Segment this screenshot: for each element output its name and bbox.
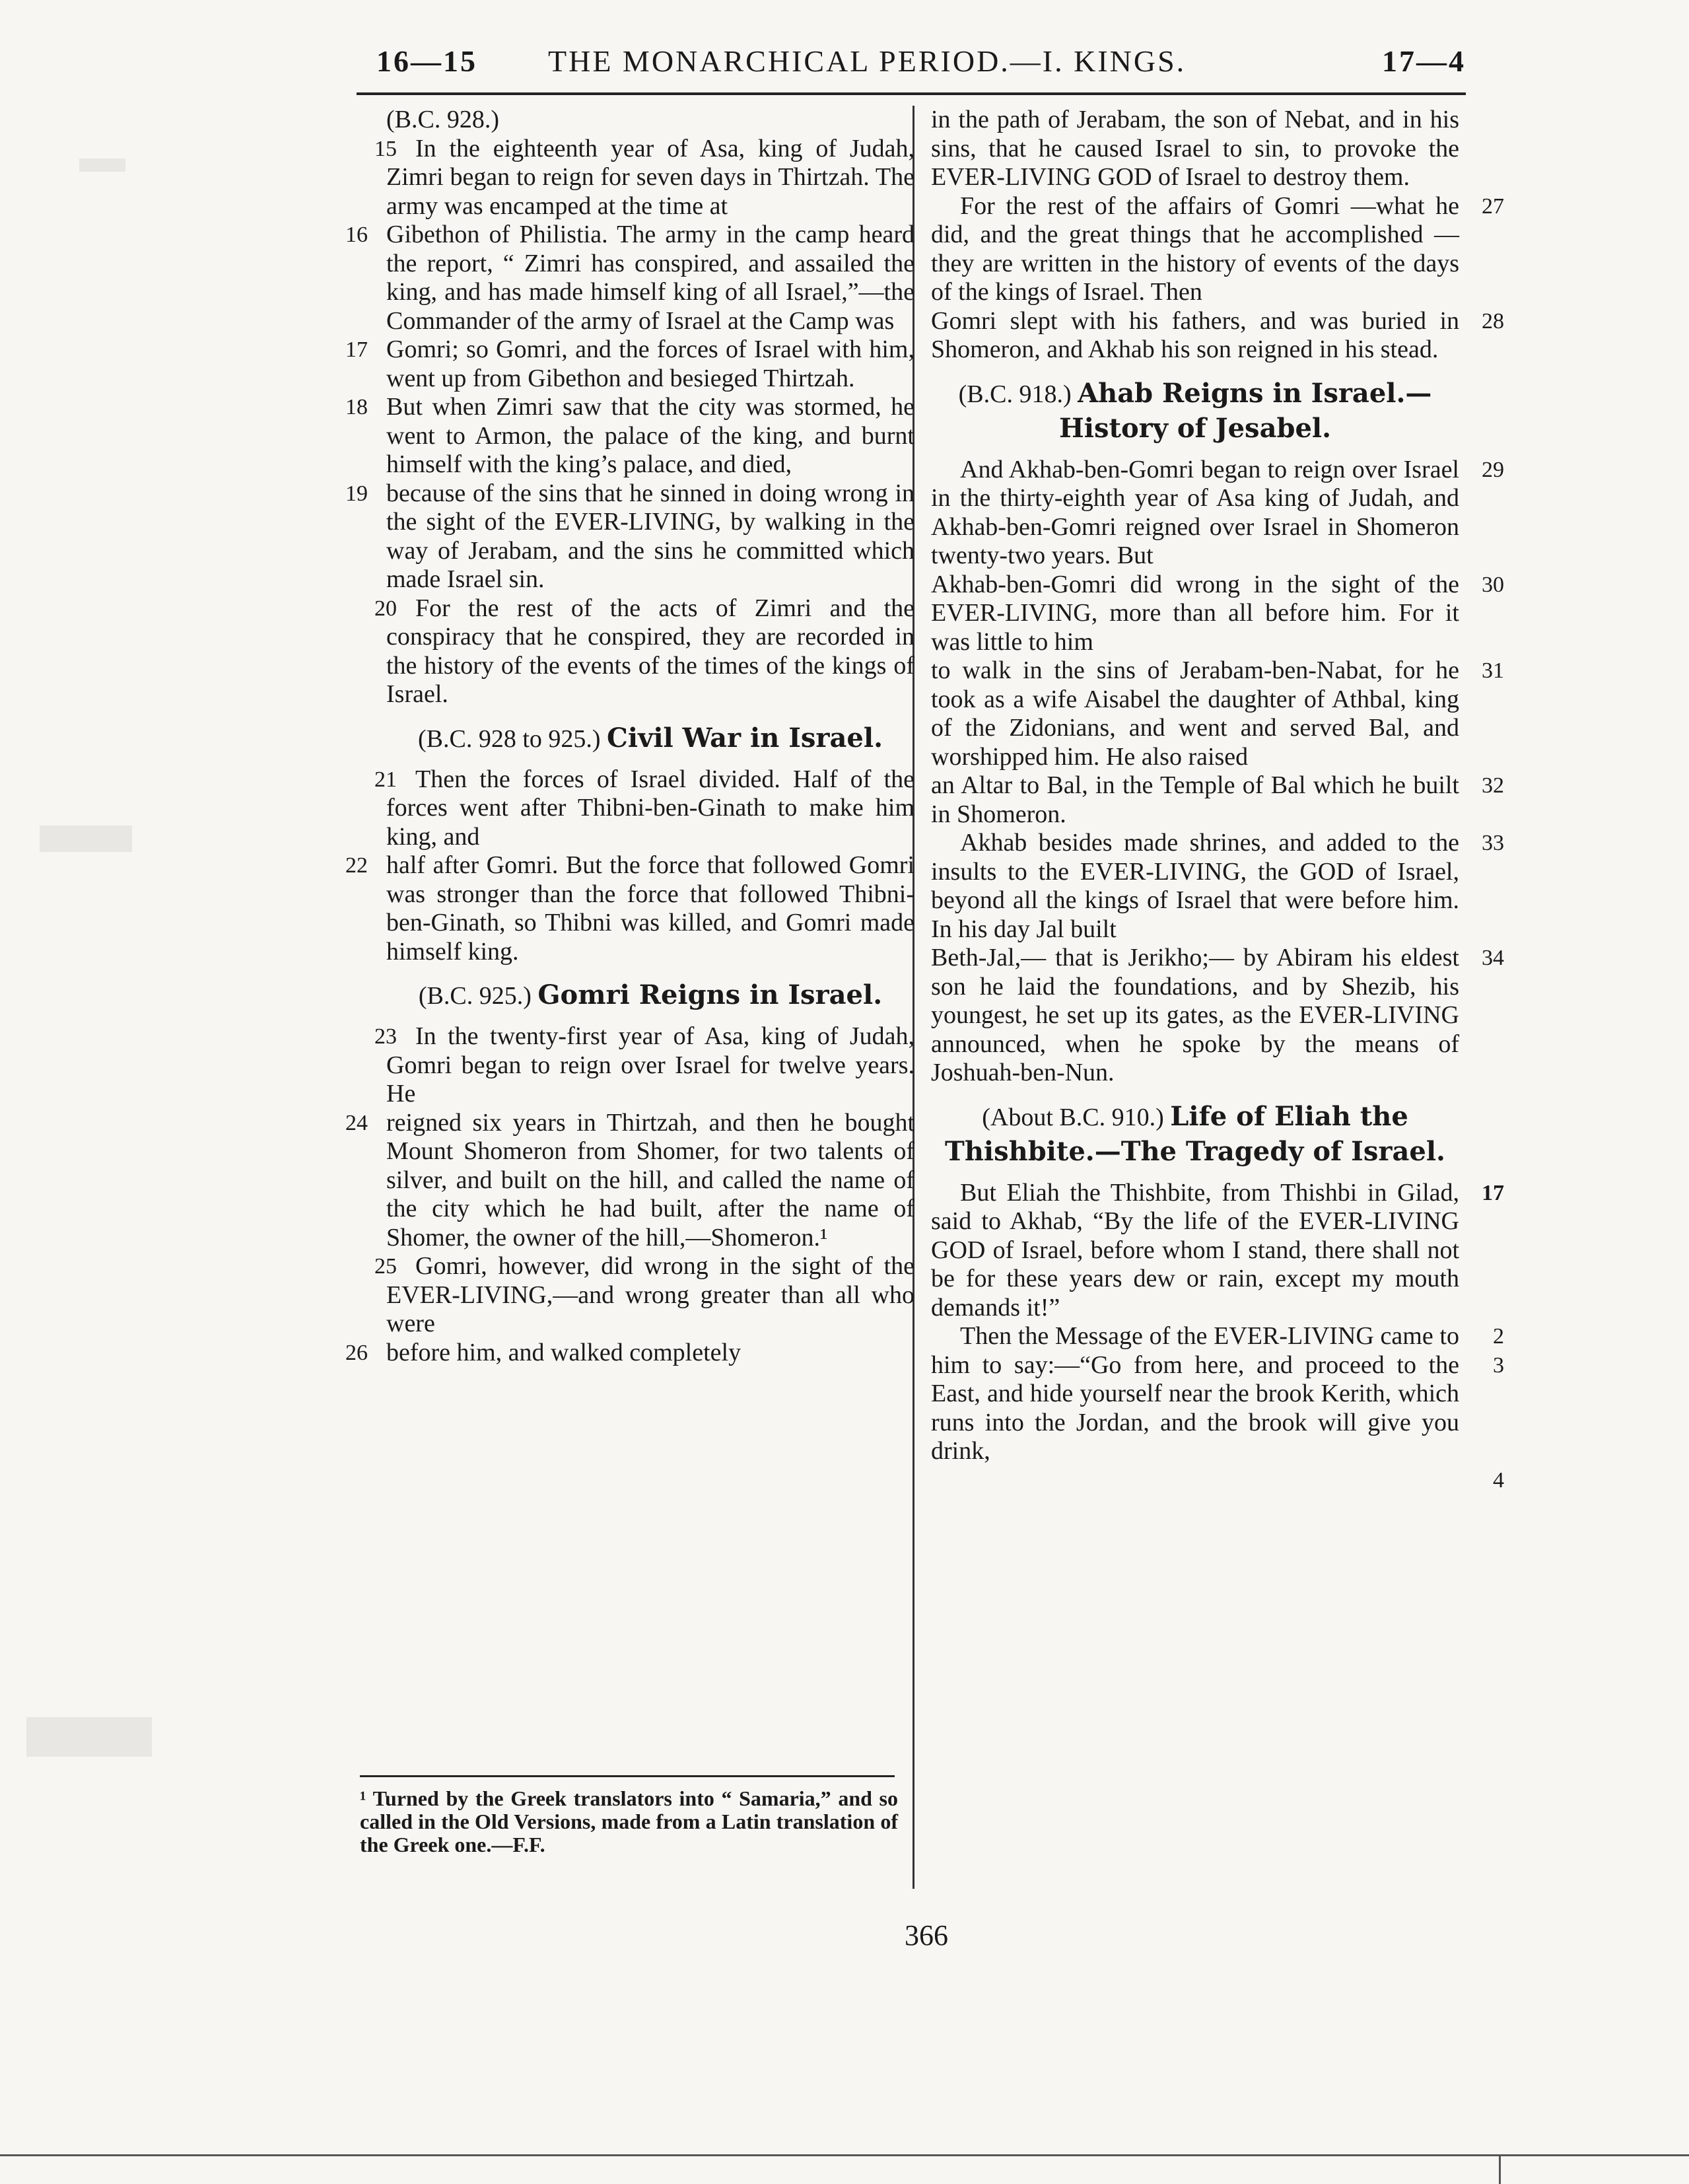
verse-text: Then the Message of the EVER-LIVING came to him to say:—“Go from here, and proceed to the East, and hide yourself near the brook Kerith, which runs into the Jordan, and the brook will give you drink, (931, 1322, 1459, 1465)
verse-text: reigned six years in Thirtzah, and then he bought Mount Shomeron from Shomer, for two talents of silver, and built on the hill, and called the name of the city which he had built, after the name of Shomer, the owner of the hill,—Shomeron.¹ (386, 1108, 914, 1251)
heading-title: Civil War in Israel. (607, 722, 883, 754)
verse-number: 25 (374, 1254, 397, 1279)
verse-text: Gibethon of Philistia. The army in the camp heard the report, “ Zimri has conspired, and assailed the king, and has made himself king of all Israel,”—the Commander of the army of Israel at the Camp was (386, 221, 914, 335)
verse-text: For the rest of the acts of Zimri and the conspiracy that he conspired, they are recorded in the history of the events of the times of the kings of Israel. (386, 594, 914, 708)
verse-number: 30 (1482, 572, 1504, 597)
heading-title: Gomri Reigns in Israel. (537, 979, 883, 1010)
verse-text: For the rest of the affairs of Gomri —what he did, and the great things that he accomplished — they are written in the history of events of the days of the kings of Israel. Then (931, 192, 1459, 306)
verse-text: But Eliah the Thishbite, from Thishbi in Gilad, said to Akhab, “By the life of the EVER-LIVING GOD of Israel, before whom I stand, there shall not be for these years dew or rain, except my mouth demands it!” (931, 1178, 1459, 1321)
section-heading-civil-war (386, 721, 914, 756)
verse-18 (345, 393, 914, 479)
verse-16 (345, 221, 914, 335)
verse-19 (345, 479, 914, 594)
verse-text: Gomri; so Gomri, and the forces of Israel with him, went up from Gibethon and besieged Thirtzah. (386, 335, 914, 392)
verse-number: 17 (345, 337, 368, 362)
footnote-rule (360, 1775, 895, 1777)
header-title: THE MONARCHICAL PERIOD.—I. KINGS. (548, 44, 1187, 78)
verse-27 (931, 192, 1504, 307)
verse-number: 21 (374, 767, 397, 792)
verse-number: 28 (1482, 308, 1504, 334)
verse-text: In the eighteenth year of Asa, king of Judah, Zimri began to reign for seven days in Thirtzah. The army was encamped at the time at (386, 134, 914, 220)
header-left-reference: 16—15 (376, 44, 477, 78)
heading-date: (B.C. 925.) (418, 982, 532, 1010)
verse-text: before him, and walked completely (386, 1338, 741, 1366)
verse-number: 24 (345, 1110, 368, 1135)
verse-34 (931, 944, 1504, 1088)
verse-25 (374, 1252, 914, 1339)
verse-21 (374, 765, 914, 852)
verse-26 (345, 1338, 914, 1368)
verse-24 (345, 1108, 914, 1253)
verse-23 (374, 1022, 914, 1109)
verse-number: 4 (1493, 1468, 1504, 1493)
verse-22 (345, 851, 914, 966)
right-column (931, 106, 1504, 1493)
verse-26-continued (931, 106, 1459, 192)
verse-number: 34 (1482, 946, 1504, 970)
section-heading-gomri (386, 978, 914, 1013)
scan-smudge (26, 1717, 152, 1757)
verse-number: 20 (374, 596, 397, 621)
verse-text: Gomri, however, did wrong in the sight of the EVER-LIVING,—and wrong greater than all who were (386, 1252, 914, 1337)
running-header (357, 40, 1466, 86)
verse-text: Then the forces of Israel divided. Half of the forces went after Thibni-ben-Ginath to make him king, and (386, 765, 914, 851)
verse-32 (931, 771, 1504, 829)
header-rule (357, 92, 1466, 95)
verse-text: because of the sins that he sinned in doing wrong in the sight of the EVER-LIVING, by walking in the way of Jerabam, and the sins he committed which made Israel sin. (386, 479, 914, 593)
header-right-reference: 17—4 (1382, 44, 1466, 78)
scan-edge-tick (1499, 2154, 1501, 2184)
verse-text: Akhab-ben-Gomri did wrong in the sight of the EVER-LIVING, more than all before him. For it was little to him (931, 570, 1459, 656)
verse-number: 22 (345, 853, 368, 878)
verse-text: But when Zimri saw that the city was stormed, he went to Armon, the palace of the king, and burnt himself with the king’s palace, and died, (386, 393, 914, 478)
scan-edge-line (0, 2154, 1689, 2156)
verse-number: 18 (345, 395, 368, 419)
verse-text: In the twenty-first year of Asa, king of Judah, Gomri began to reign over Israel for twelve years. He (386, 1022, 914, 1108)
verse-15 (374, 134, 914, 221)
date-heading: (B.C. 928.) (386, 106, 499, 133)
verse-2-4 (931, 1322, 1504, 1493)
verse-number: 31 (1482, 658, 1504, 683)
heading-date: (B.C. 918.) (958, 380, 1072, 408)
verse-31 (931, 656, 1504, 771)
verse-number: 15 (374, 136, 397, 161)
scan-smudge (79, 159, 125, 172)
verse-17 (345, 335, 914, 393)
verse-number: 16 (345, 223, 368, 247)
verse-text: Akhab besides made shrines, and added to the insults to the EVER-LIVING, the GOD of Israel, beyond all the kings of Israel that were before him. In his day Jal built (931, 829, 1459, 943)
verse-text: And Akhab-ben-Gomri began to reign over Israel in the thirty-eighth year of Asa king of Judah, and Akhab-ben-Gomri reigned over Israel in Shomeron twenty-two years. But (931, 455, 1459, 569)
footnote: ¹ Turned by the Greek translators into “ Samaria,” and so called in the Old Versions, made from a Latin translation of the Greek one.—F.F. (360, 1786, 898, 1856)
verse-28 (931, 306, 1504, 365)
verse-text: to walk in the sins of Jerabam-ben-Nabat, for he took as a wife Aisabel the daughter of Athbal, king of the Zidonians, and went and served Bal, and worshipped him. He also raised (931, 656, 1459, 771)
verse-number: 32 (1482, 773, 1504, 798)
section-heading-ahab (931, 376, 1459, 446)
verse-text: an Altar to Bal, in the Temple of Bal which he built in Shomeron. (931, 771, 1459, 828)
heading-date: (About B.C. 910.) (982, 1103, 1164, 1131)
scan-smudge (40, 826, 132, 852)
verse-number: 2 (1493, 1324, 1504, 1349)
section-heading-eliah (931, 1100, 1459, 1170)
heading-date: (B.C. 928 to 925.) (417, 724, 601, 753)
verse-33 (931, 829, 1504, 944)
chapter-17-verse-1 (931, 1178, 1504, 1323)
verse-number: 19 (345, 481, 368, 506)
verse-text: half after Gomri. But the force that followed Gomri was stronger than the force that followed Thibni-ben-Ginath, so Thibni was killed, and Gomri made himself king. (386, 851, 914, 966)
page-number: 366 (905, 1919, 948, 1952)
verse-text: in the path of Jerabam, the son of Nebat, and in his sins, that he caused Israel to sin, to provoke the EVER-LIVING GOD of Israel to destroy them. (931, 106, 1459, 191)
verse-number: 23 (374, 1024, 397, 1049)
verse-number: 27 (1482, 194, 1504, 219)
left-column (345, 106, 914, 1367)
verse-text: Beth-Jal,— that is Jerikho;— by Abiram his eldest son he laid the foundations, and by Shezib, his youngest, he set up its gates, as the EVER-LIVING announced, when he spoke by the means of Joshuah-ben-Nun. (931, 944, 1459, 1086)
verse-number: 33 (1482, 831, 1504, 855)
verse-29 (931, 455, 1504, 571)
verse-20 (374, 594, 914, 709)
chapter-number: 17 (1482, 1180, 1504, 1205)
verse-30 (931, 570, 1504, 657)
heading-title: Life of Eliah the Thishbite.—The Tragedy of Israel. (945, 1100, 1445, 1167)
verse-number: 26 (345, 1340, 368, 1365)
verse-number: 3 (1493, 1353, 1504, 1378)
heading-title: Ahab Reigns in Israel.—History of Jesabel. (1058, 377, 1432, 444)
verse-text: Gomri slept with his fathers, and was buried in Shomeron, and Akhab his son reigned in his stead. (931, 306, 1459, 363)
verse-number: 29 (1482, 457, 1504, 482)
